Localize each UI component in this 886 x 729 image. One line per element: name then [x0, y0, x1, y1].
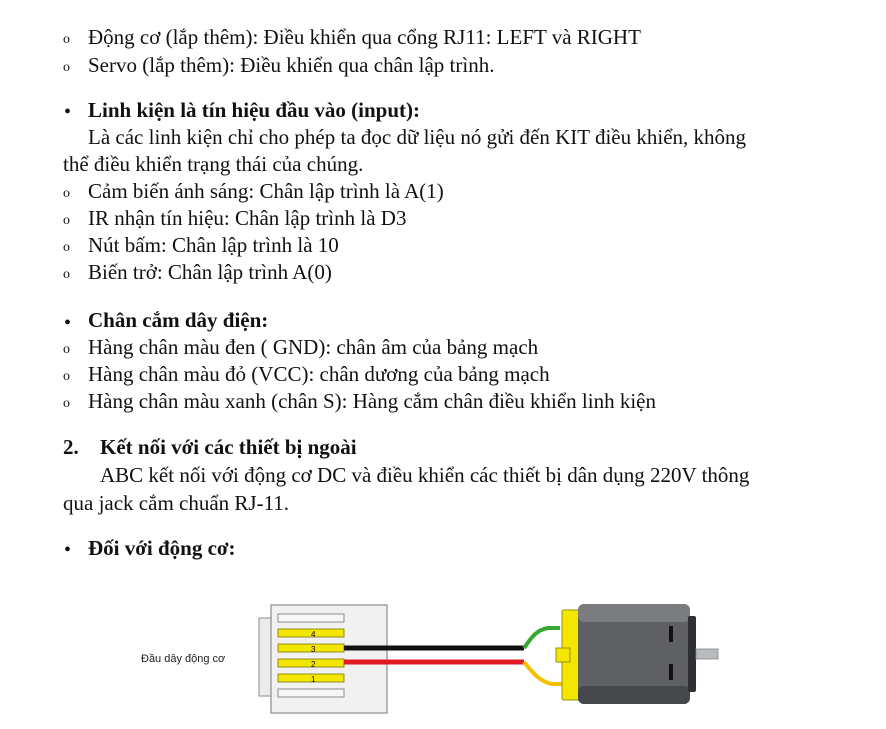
section-heading-pins: Chân cắm dây điện: — [88, 308, 269, 332]
list-item: Nút bấm: Chân lập trình là 10 — [88, 233, 339, 257]
section-bullet: • — [64, 101, 72, 123]
paragraph-line: Là các linh kiện chỉ cho phép ta đọc dữ liệu nó gửi đến KIT điều khiển, không — [88, 125, 747, 149]
list-item: Biến trở: Chân lập trình A(0) — [88, 260, 332, 284]
list-bullet: o — [63, 240, 70, 255]
paragraph-line: ABC kết nối với động cơ DC và điều khiển các thiết bị dân dụng 220V thông — [100, 463, 750, 487]
section-number: 2. — [63, 435, 79, 459]
pin-label: 4 — [311, 630, 316, 639]
list-bullet: o — [63, 60, 70, 75]
list-bullet: o — [63, 396, 70, 411]
pin-label: 1 — [311, 675, 316, 684]
list-bullet: o — [63, 186, 70, 201]
section-bullet: • — [64, 312, 72, 334]
yellow-lead — [524, 662, 562, 684]
rj11-connector — [259, 605, 387, 713]
section-heading-motor: Đối với động cơ: — [88, 536, 236, 560]
dc-motor — [556, 604, 718, 704]
list-item: Hàng chân màu đen ( GND): chân âm của bảng mạch — [88, 335, 539, 359]
list-item: Hàng chân màu xanh (chân S): Hàng cắm chân điều khiển linh kiện — [88, 389, 656, 413]
paragraph-line: qua jack cắm chuẩn RJ-11. — [63, 491, 290, 515]
list-bullet: o — [63, 32, 70, 47]
list-item: IR nhận tín hiệu: Chân lập trình là D3 — [88, 206, 407, 230]
list-item: Servo (lắp thêm): Điều khiển qua chân lập trình. — [88, 53, 495, 77]
list-bullet: o — [63, 267, 70, 282]
list-bullet: o — [63, 369, 70, 384]
green-lead — [524, 628, 560, 648]
list-bullet: o — [63, 213, 70, 228]
pin-label: 3 — [311, 645, 316, 654]
list-item: Hàng chân màu đỏ (VCC): chân dương của bảng mạch — [88, 362, 550, 386]
pin-label: 2 — [311, 660, 316, 669]
list-item: Động cơ (lắp thêm): Điều khiển qua cổng RJ11: LEFT và RIGHT — [88, 25, 641, 49]
list-bullet: o — [63, 342, 70, 357]
section-heading-input: Linh kiện là tín hiệu đầu vào (input): — [88, 98, 421, 122]
paragraph-line: thể điều khiển trạng thái của chúng. — [63, 152, 364, 176]
figure-caption: Đầu dây động cơ — [141, 653, 226, 665]
list-item: Cảm biến ánh sáng: Chân lập trình là A(1) — [88, 179, 444, 203]
section-bullet: • — [64, 539, 72, 561]
section-heading-2: Kết nối với các thiết bị ngoài — [100, 435, 357, 459]
